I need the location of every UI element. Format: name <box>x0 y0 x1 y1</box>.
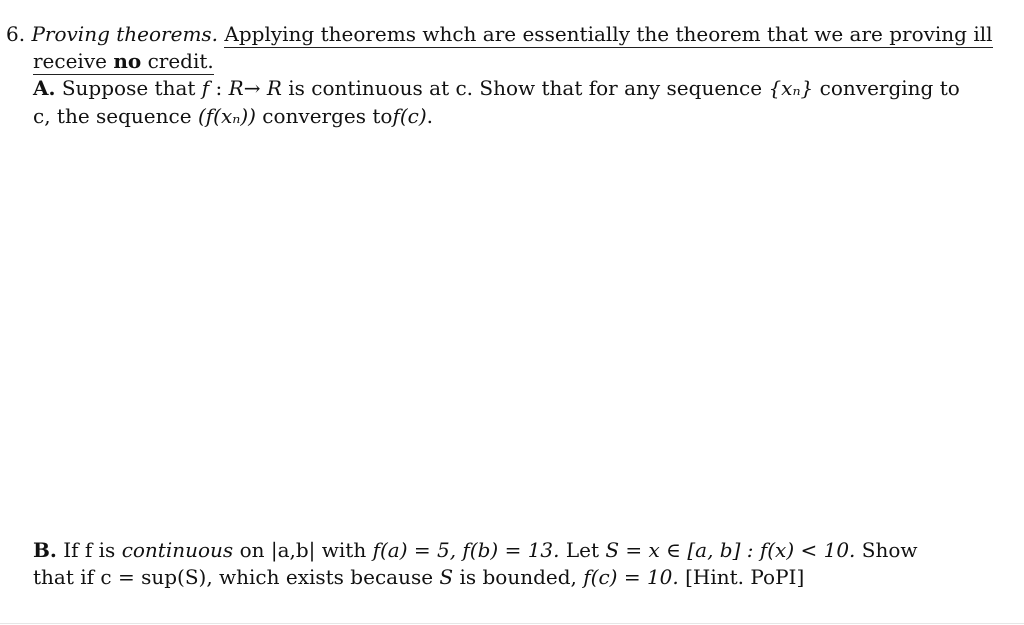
partB-text4: is bounded, <box>459 565 577 589</box>
q6-number: 6. <box>6 22 26 46</box>
partA-text5: converges to <box>262 104 393 128</box>
partB-hint: [Hint. PoPI] <box>685 565 805 589</box>
partB-continuous: continuous <box>121 538 234 562</box>
q6-receive: receive <box>33 49 107 73</box>
partB-let: Let <box>565 538 600 562</box>
partB-text3: that if c = sup(S), which exists because <box>33 565 434 589</box>
q6-credit: credit. <box>147 49 214 73</box>
partB-text1: If f is <box>63 538 116 562</box>
q6-instruction-part1: Applying theorems whch are essentially the theorem that we are proving ill <box>224 22 993 46</box>
partA-colon: : <box>215 76 223 100</box>
partA-f: f <box>201 76 210 100</box>
partA-seq: {xₙ} <box>768 76 814 100</box>
q6-line1 <box>6 21 993 47</box>
partB-line1 <box>33 537 918 563</box>
q6-line2 <box>33 48 214 74</box>
q6-no: no <box>113 49 142 73</box>
partA-text1: Suppose that <box>61 76 196 100</box>
partB-S-expr: S = x ∈ [a, b] : f(x) < 10. <box>605 538 856 562</box>
partB-show: Show <box>861 538 918 562</box>
partA-fc: f(c) <box>392 104 427 128</box>
partA-line1 <box>33 75 960 101</box>
partA-R1: R <box>228 76 244 100</box>
partB-fa-expr: f(a) = 5, f(b) = 13. <box>372 538 560 562</box>
partB-text2: on |a,b| with <box>239 538 367 562</box>
partA-label: A. <box>33 76 56 100</box>
bottom-divider <box>0 623 1024 624</box>
partA-R2: R <box>266 76 282 100</box>
partB-S: S <box>439 565 454 589</box>
partA-arrow: → <box>243 76 261 100</box>
partA-fseq: (f(xₙ)) <box>197 104 256 128</box>
partA-text2: is continuous at c. Show that for any sequence <box>288 76 763 100</box>
partA-text4: c, the sequence <box>33 104 192 128</box>
partA-period: . <box>426 104 434 128</box>
partB-label: B. <box>33 538 57 562</box>
partA-text3: converging to <box>819 76 960 100</box>
partA-line2 <box>33 103 433 129</box>
partB-line2 <box>33 564 804 590</box>
q6-instruction-part2 <box>33 49 214 75</box>
partB-fc-expr: f(c) = 10. <box>583 565 679 589</box>
q6-heading: Proving theorems. <box>31 22 219 46</box>
